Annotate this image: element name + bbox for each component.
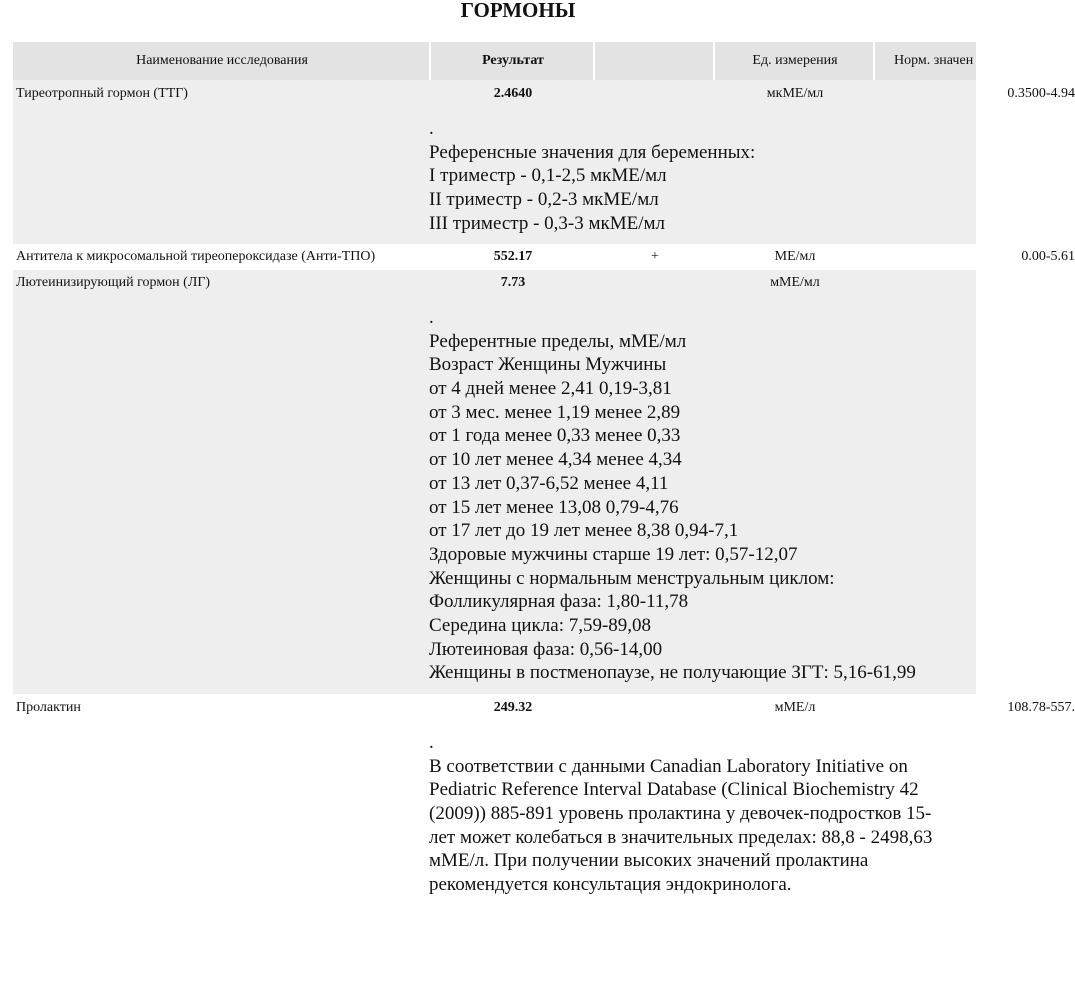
- row-result: 249.32: [493, 700, 533, 715]
- header-norm: Норм. значен: [894, 53, 974, 68]
- note-line: мМЕ/л. При получении высоких значений пролактина: [429, 850, 869, 872]
- note-line: Pediatric Reference Interval Database (Clinical Biochemistry 42: [429, 779, 919, 801]
- note-line: .: [429, 307, 434, 328]
- note-line: Женщины в постменопаузе, не получающие ЗГТ: 5,16-61,99: [429, 662, 916, 684]
- row-result: 552.17: [493, 249, 533, 264]
- row-norm: 108.78-557.: [1007, 700, 1075, 715]
- note-line: II триместр - 0,2-3 мкМЕ/мл: [429, 189, 659, 211]
- note-line: Фолликулярная фаза: 1,80-11,78: [429, 591, 689, 613]
- header-name: Наименование исследования: [136, 53, 308, 68]
- row-name: Пролактин: [16, 700, 81, 715]
- row-unit: мМЕ/мл: [770, 275, 820, 290]
- note-line: .: [429, 732, 434, 753]
- row-name: Лютеинизирующий гормон (ЛГ): [16, 275, 211, 290]
- table-row: [13, 244, 1075, 270]
- note-line: Здоровые мужчины старше 19 лет: 0,57-12,07: [429, 543, 798, 565]
- row-unit: мкМЕ/мл: [766, 86, 824, 101]
- row-name: Антитела к микросомальной тиреопероксидазе (Анти-ТПО): [16, 249, 376, 264]
- note-line: (2009)) 885-891 уровень пролактина у девочек-подростков 15-: [429, 803, 932, 825]
- row-flag: +: [651, 249, 659, 264]
- note-line: от 3 мес. менее 1,19 менее 2,89: [429, 401, 681, 423]
- row-result: 7.73: [500, 275, 526, 290]
- note-line: от 15 лет менее 13,08 0,79-4,76: [429, 496, 679, 518]
- note-line: Референсные значения для беременных:: [429, 141, 756, 163]
- note-line: I триместр - 0,1-2,5 мкМЕ/мл: [429, 165, 667, 187]
- note-line: от 4 дней менее 2,41 0,19-3,81: [429, 378, 672, 400]
- note-line: Референтные пределы, мМЕ/мл: [429, 330, 687, 352]
- prolactin-reference-note: [429, 731, 932, 897]
- note-line: Возраст Женщины Мужчины: [429, 354, 667, 376]
- note-line: Лютеиновая фаза: 0,56-14,00: [429, 638, 663, 660]
- row-unit: мМЕ/л: [774, 700, 816, 715]
- note-line: Середина цикла: 7,59-89,08: [429, 614, 652, 636]
- row-name: Тиреотропный гормон (ТТГ): [16, 86, 188, 101]
- note-line: рекомендуется консультация эндокринолога.: [429, 874, 792, 896]
- page-title: ГОРМОНЫ: [460, 0, 576, 22]
- note-line: от 17 лет до 19 лет менее 8,38 0,94-7,1: [429, 520, 739, 542]
- note-line: от 10 лет менее 4,34 менее 4,34: [429, 449, 682, 471]
- note-line: .: [429, 118, 434, 139]
- row-norm: 0.3500-4.94: [1007, 86, 1075, 101]
- header-unit: Ед. измерения: [752, 53, 838, 68]
- row-unit: МЕ/мл: [774, 249, 816, 264]
- row-norm: 0.00-5.61: [1021, 249, 1075, 264]
- lh-reference-note: [429, 306, 916, 685]
- table-row: [13, 694, 1075, 724]
- note-line: III триместр - 0,3-3 мкМЕ/мл: [429, 212, 666, 234]
- header-result: Результат: [482, 53, 544, 68]
- tsh-reference-note: [429, 117, 755, 235]
- table-header: [13, 42, 976, 80]
- note-line: от 13 лет 0,37-6,52 менее 4,11: [429, 472, 669, 494]
- note-line: В соответствии с данными Canadian Laboratory Initiative on: [429, 755, 908, 777]
- note-line: от 1 года менее 0,33 менее 0,33: [429, 425, 681, 447]
- note-line: лет может колебаться в значительных пределах: 88,8 - 2498,63: [429, 826, 933, 848]
- note-line: Женщины с нормальным менструальным циклом:: [429, 567, 835, 589]
- row-result: 2.4640: [493, 86, 533, 101]
